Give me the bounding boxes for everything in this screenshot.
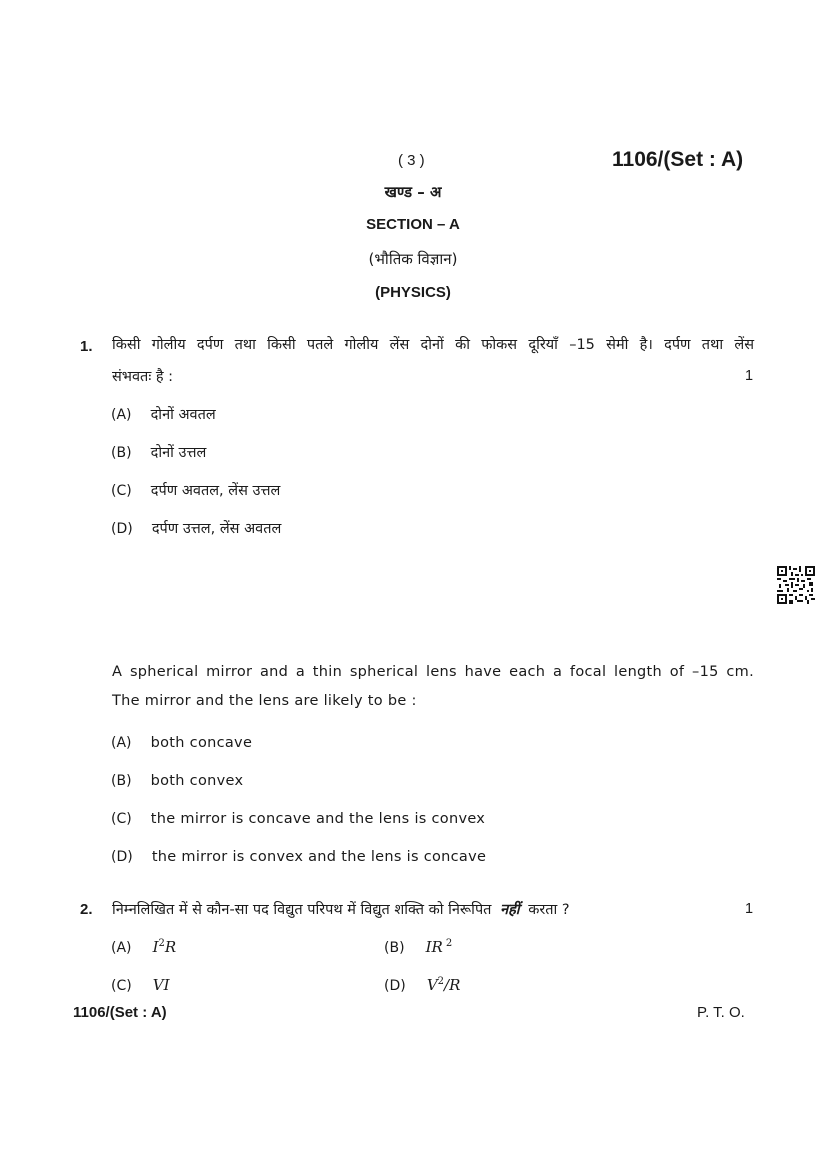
option-text: दोनों उत्तल [150, 445, 207, 461]
option-label: (C) [111, 483, 132, 499]
formula-exponent: 2 [445, 938, 453, 949]
option-label: (B) [111, 445, 132, 461]
option-text: both concave [150, 735, 253, 751]
option-label: (B) [111, 773, 132, 789]
option-c-english [111, 808, 485, 827]
section-title-english: SECTION – A [366, 216, 460, 233]
question-1-text-hindi-line1: किसी गोलीय दर्पण तथा किसी पतले गोलीय लेंस दोनों की फोकस दूरियाँ –15 सेमी है। दर्पण तथा लेंस [112, 337, 754, 353]
option-text: both convex [150, 773, 244, 789]
q2-option-d [384, 975, 460, 994]
question-1-marks: 1 [745, 368, 754, 384]
question-2-emphasis: नहीं [500, 902, 520, 918]
formula-rest: R [164, 938, 177, 956]
section-title-hindi: खण्ड – अ [384, 183, 442, 201]
qr-code-icon [777, 566, 815, 604]
option-text: दोनों अवतल [150, 407, 216, 423]
q2-option-b [384, 937, 452, 956]
option-label: (A) [111, 940, 132, 956]
option-text: दर्पण उत्तल, लेंस अवतल [151, 521, 282, 537]
option-text: the mirror is concave and the lens is convex [150, 811, 486, 827]
option-label: (C) [111, 811, 132, 827]
formula [153, 976, 170, 994]
question-1-number: 1. [80, 338, 93, 355]
question-1-text-english-line1: A spherical mirror and a thin spherical lens have each a focal length of –15 cm. [112, 664, 754, 680]
option-d-english [111, 846, 486, 865]
option-label: (A) [111, 407, 132, 423]
question-1-text-english-line2: The mirror and the lens are likely to be : [112, 693, 417, 709]
formula-base: I [152, 938, 159, 956]
formula [153, 938, 177, 956]
question-2-text [112, 899, 570, 919]
formula-exponent: 2 [158, 938, 165, 949]
formula-base: IR [425, 938, 443, 956]
question-2-marks: 1 [745, 901, 754, 917]
option-a-hindi [111, 404, 216, 424]
question-2-text-after: करता ? [528, 902, 570, 918]
option-c-hindi [111, 480, 280, 500]
option-label: (D) [111, 849, 133, 865]
page-number: ( 3 ) [398, 152, 425, 169]
formula [426, 938, 453, 956]
formula-rest: /R [444, 976, 461, 994]
option-d-hindi [111, 518, 281, 538]
option-label: (D) [384, 978, 406, 994]
option-text: दर्पण अवतल, लेंस उत्तल [150, 483, 281, 499]
formula-exponent: 2 [437, 976, 445, 987]
option-label: (B) [384, 940, 405, 956]
option-label: (A) [111, 735, 132, 751]
question-2-number: 2. [80, 901, 93, 918]
option-label: (D) [111, 521, 133, 537]
option-a-english [111, 732, 252, 751]
footer-paper-code: 1106/(Set : A) [73, 1004, 167, 1021]
question-2-text-before: निम्नलिखित में से कौन-सा पद विद्युत परिपथ में विद्युत शक्ति को निरूपित [112, 902, 492, 918]
q2-option-c [111, 975, 170, 994]
paper-code: 1106/(Set : A) [612, 148, 744, 171]
option-label: (C) [111, 978, 132, 994]
q2-option-a [111, 937, 176, 956]
option-text: the mirror is convex and the lens is concave [151, 849, 487, 865]
formula-base: VI [152, 976, 170, 994]
option-b-hindi [111, 442, 206, 462]
formula-base: V [426, 976, 438, 994]
option-b-english [111, 770, 243, 789]
formula [427, 976, 461, 994]
subject-english: (PHYSICS) [375, 284, 451, 301]
subject-hindi: (भौतिक विज्ञान) [368, 250, 458, 268]
footer-pto: P. T. O. [697, 1004, 745, 1021]
question-1-text-hindi-line2: संभवतः है : [112, 369, 174, 385]
